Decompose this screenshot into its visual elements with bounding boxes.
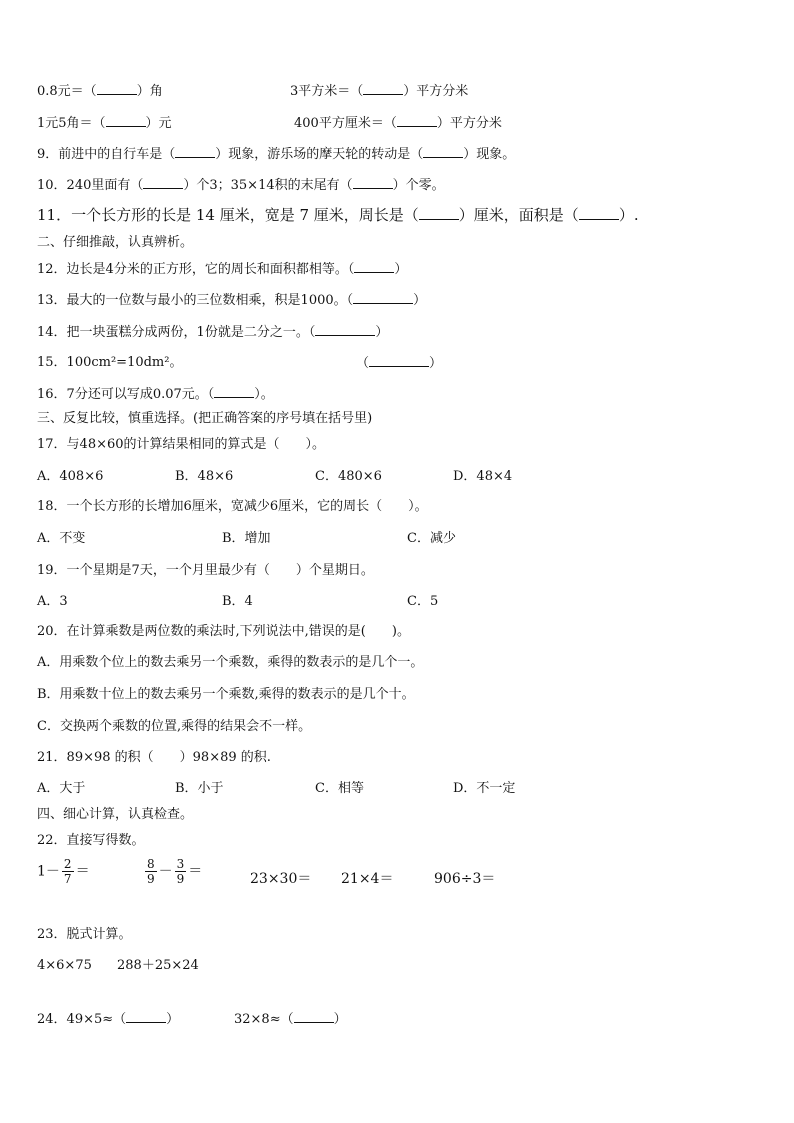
question-10: 10．240里面有（ ）个3；35×14积的末尾有（ ）个零。 (37, 178, 445, 193)
question-11: 11．一个长方形的长是 14 厘米，宽是 7 厘米，周长是（ ）厘米，面积是（ ）. (37, 206, 639, 224)
q18-option-a[interactable]: A．不变 (37, 531, 86, 546)
answer-blank[interactable] (354, 260, 394, 273)
answer-blank[interactable] (294, 1010, 334, 1023)
question-9: 9．前进中的自行车是（ ）现象，游乐场的摩天轮的转动是（ ）现象。 (37, 147, 516, 162)
q20-option-c[interactable]: C．交换两个乘数的位置,乘得的结果会不一样。 (37, 719, 312, 734)
answer-blank[interactable] (126, 1010, 166, 1023)
section-2-heading: 二、仔细推敲，认真辨析。 (37, 235, 194, 250)
q20-option-a[interactable]: A．用乘数个位上的数去乘另一个乘数，乘得的数表示的是几个一。 (37, 655, 424, 670)
unit-conversion-yuan-jiao: 0.8元＝（ ）角 (37, 84, 163, 99)
q19-option-b[interactable]: B．4 (222, 594, 253, 609)
q22-expression-1: 1－ $\frac{2}{7}$ ＝ (37, 857, 90, 886)
question-14: 14．把一块蛋糕分成两份，1份就是二分之一。（ ） (37, 325, 389, 340)
answer-blank[interactable] (363, 82, 403, 95)
question-17: 17．与48×60的计算结果相同的算式是（ ）。 (37, 437, 326, 452)
question-21: 21．89×98 的积（ ）98×89 的积. (37, 750, 271, 765)
answer-blank[interactable] (397, 114, 437, 127)
question-19: 19．一个星期是7天，一个月里最少有（ ）个星期日。 (37, 563, 374, 578)
q20-option-b[interactable]: B．用乘数十位上的数去乘另一个乘数,乘得的数表示的是几个十。 (37, 687, 415, 702)
unit-conversion-yuan: 1元5角＝（ ）元 (37, 116, 172, 131)
unit-conversion-area-2: 400平方厘米＝（ ）平方分米 (294, 116, 502, 131)
q17-option-d[interactable]: D．48×4 (453, 469, 513, 484)
fraction: $\frac{3}{9}$ (176, 857, 185, 886)
answer-blank[interactable] (315, 323, 375, 336)
question-12: 12．边长是4分米的正方形，它的周长和面积都相等。（ ） (37, 262, 408, 277)
q18-option-c[interactable]: C．减少 (407, 531, 456, 546)
question-15-answer: （ ） (356, 356, 443, 371)
question-24-a: 24．49×5≈（ ） (37, 1012, 180, 1027)
unit-conversion-area-1: 3平方米＝（ ）平方分米 (290, 84, 469, 99)
fraction: $\frac{8}{9}$ (147, 857, 155, 886)
q22-expression-4: 21×4＝ (341, 871, 394, 887)
answer-blank[interactable] (143, 176, 183, 189)
answer-blank[interactable] (419, 207, 459, 220)
q23-expression-2: 288＋25×24 (117, 958, 199, 973)
question-23: 23．脱式计算。 (37, 927, 132, 942)
answer-blank[interactable] (97, 82, 137, 95)
q17-option-b[interactable]: B．48×6 (175, 469, 234, 484)
question-20: 20．在计算乘数是两位数的乘法时,下列说法中,错误的是( )。 (37, 624, 410, 639)
answer-blank[interactable] (106, 114, 146, 127)
question-13: 13．最大的一位数与最小的三位数相乘，积是1000。（ ） (37, 293, 427, 308)
question-18: 18．一个长方形的长增加6厘米，宽减少6厘米，它的周长（ ）。 (37, 499, 428, 514)
question-16: 16．7分还可以写成0.07元。（ ）。 (37, 387, 274, 402)
q18-option-b[interactable]: B．增加 (222, 531, 271, 546)
q19-option-c[interactable]: C．5 (407, 594, 439, 609)
q21-option-c[interactable]: C．相等 (315, 781, 364, 796)
answer-blank[interactable] (353, 291, 413, 304)
q23-expression-1: 4×6×75 (37, 958, 92, 973)
q22-expression-3: 23×30＝ (250, 871, 312, 887)
q21-option-a[interactable]: A．大于 (37, 781, 86, 796)
q22-expression-5: 906÷3＝ (434, 871, 496, 887)
answer-blank[interactable] (353, 176, 393, 189)
answer-blank[interactable] (214, 385, 254, 398)
fraction: $\frac{2}{7}$ (63, 857, 72, 886)
answer-blank[interactable] (175, 145, 215, 158)
q17-option-a[interactable]: A．408×6 (37, 469, 104, 484)
question-15: 15．100cm²=10dm²。 (37, 355, 183, 370)
section-3-heading: 三、反复比较，慎重选择。(把正确答案的序号填在括号里) (37, 411, 373, 426)
q17-option-c[interactable]: C．480×6 (315, 469, 382, 484)
q22-expression-2: $\frac{8}{9}$ － $\frac{3}{9}$ ＝ (147, 857, 203, 886)
question-22: 22．直接写得数。 (37, 833, 145, 848)
question-24-b: 32×8≈（ ） (234, 1012, 347, 1027)
answer-blank[interactable] (369, 354, 429, 367)
answer-blank[interactable] (423, 145, 463, 158)
answer-blank[interactable] (579, 207, 619, 220)
q21-option-d[interactable]: D．不一定 (453, 781, 516, 796)
section-4-heading: 四、细心计算，认真检查。 (37, 807, 194, 822)
q21-option-b[interactable]: B．小于 (175, 781, 224, 796)
q19-option-a[interactable]: A．3 (37, 594, 68, 609)
